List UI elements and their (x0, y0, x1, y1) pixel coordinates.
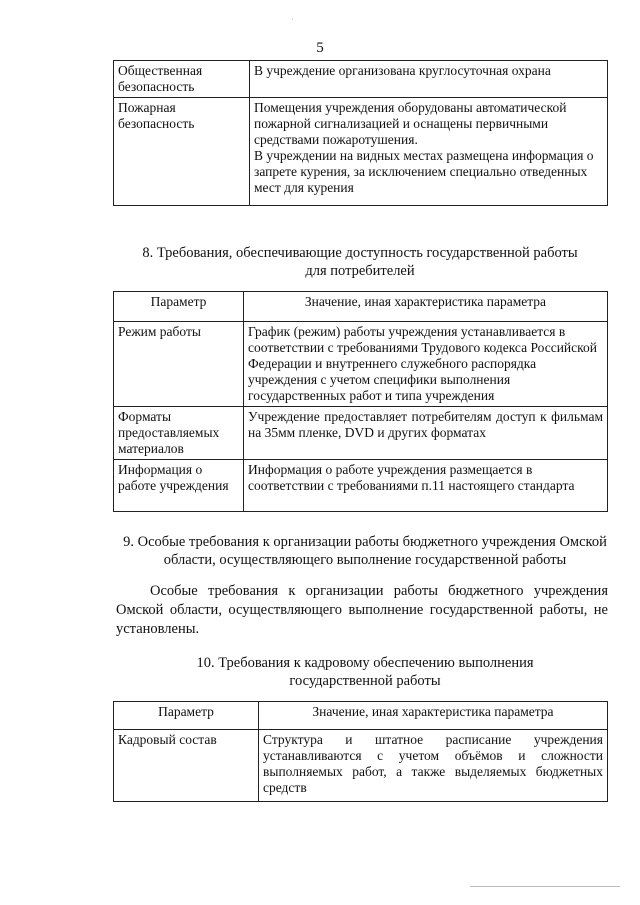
heading-line: для потребителей (305, 263, 415, 279)
column-header: Значение, иная характеристика параметра (244, 292, 608, 322)
scan-speck: · (291, 15, 294, 24)
value-cell: Учреждение предоставляет потребителям доступ к фильмам на 35мм пленке, DVD и других форматах (244, 407, 608, 460)
value-cell: В учреждение организована круглосуточная охрана (250, 61, 608, 98)
param-cell: Кадровый состав (114, 730, 259, 802)
table-row (114, 61, 608, 98)
column-header: Параметр (114, 702, 259, 730)
heading-line: 8. Требования, обеспечивающие доступность государственной работы (142, 245, 578, 261)
param-cell: Пожарная безопасность (114, 98, 250, 206)
footer-rule (470, 886, 620, 887)
section-10-heading (100, 654, 630, 690)
table-row (114, 322, 608, 407)
param-cell: Информация о работе учреждения (114, 460, 244, 512)
section-9-paragraph: Особые требования к организации работы бюджетного учреждения Омской области, осуществляющего выполнение государственной работы, не установлены. (116, 583, 608, 637)
heading-line: государственной работы (289, 673, 441, 689)
table-row (114, 407, 608, 460)
accessibility-table (113, 291, 608, 512)
column-header: Значение, иная характеристика параметра (259, 702, 608, 730)
value-cell (250, 98, 608, 206)
staffing-table (113, 701, 608, 802)
heading-line: области, осуществляющего выполнение государственной работы (163, 552, 567, 568)
table-row (114, 460, 608, 512)
value-text: Помещения учреждения оборудованы автоматической пожарной сигнализацией и оснащены первичными средствами пожаротушения. (254, 100, 567, 147)
table-header-row (114, 702, 608, 730)
page-number: 5 (316, 40, 324, 56)
param-cell: Общественная безопасность (114, 61, 250, 98)
section-9-heading (100, 533, 630, 569)
value-text: В учреждении на видных местах размещена информация о запрете курения, за исключением специально отведенных мест для курения (254, 148, 594, 195)
heading-line: 10. Требования к кадровому обеспечению выполнения (196, 655, 534, 671)
value-cell: График (режим) работы учреждения устанавливается в соответствии с требованиями Трудового кодекса Российской Федерации и внутреннего служебного распорядка учреждения с учетом специфики выполнения государственных работ и типа учреждения (244, 322, 608, 407)
table-header-row (114, 292, 608, 322)
param-cell: Форматы предоставляемых материалов (114, 407, 244, 460)
heading-line: 9. Особые требования к организации работы бюджетного учреждения Омской (123, 534, 607, 550)
value-cell: Информация о работе учреждения размещается в соответствии с требованиями п.11 настоящего стандарта (244, 460, 608, 512)
value-cell: Структура и штатное расписание учреждения устанавливаются с учетом объёмов и сложности выполняемых работ, а также выделяемых бюджетных средств (259, 730, 608, 802)
section-8-heading (100, 244, 620, 280)
table-row (114, 98, 608, 206)
column-header: Параметр (114, 292, 244, 322)
param-cell: Режим работы (114, 322, 244, 407)
table-row (114, 730, 608, 802)
safety-table (113, 60, 608, 206)
